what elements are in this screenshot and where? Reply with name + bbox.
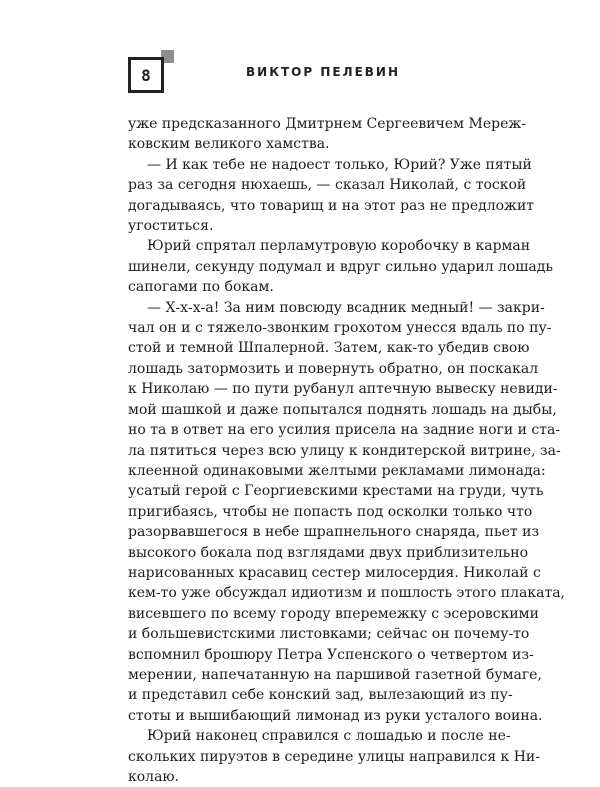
text-line: и большевистскими листовками; сейчас он почему-то [128, 626, 530, 643]
text-line: Юрий спрятал перламутровую коробочку в карман [147, 238, 531, 255]
text-body [128, 114, 565, 787]
text-line: раз за сегодня нюхаешь, — сказал Николай, с тоской [128, 177, 527, 194]
paragraph [128, 298, 565, 727]
text-line: и представил себе конский зад, вылезающий из пу- [128, 687, 513, 704]
text-line: ковским великого хамства. [128, 136, 330, 153]
text-line: — Х-х-х-а! За ним повсюду всадник медный! — закри- [147, 299, 545, 316]
text-line: вспомнил брошюру Петра Успенского о четвертом из- [128, 646, 534, 663]
text-line: кем-то уже обсуждал идиотизм и пошлость этого плаката, [128, 585, 565, 602]
running-title: ВИКТОР ПЕЛЕВИН [246, 65, 400, 79]
paragraph [128, 155, 535, 237]
text-line: клеенной одинаковыми желтыми рекламами лимонада: [128, 462, 546, 479]
text-line: высокого бокала под взглядами двух приблизительно [128, 544, 529, 561]
text-line: — И как тебе не надоест только, Юрий? Уже пятый [147, 156, 532, 173]
text-line: пригибаясь, чтобы не попасть под осколки только что [128, 503, 533, 520]
paragraph [128, 114, 526, 155]
text-line: шинели, секунду подумал и вдруг сильно ударил лошадь [128, 258, 553, 275]
text-line: сапогами по бокам. [128, 279, 274, 296]
text-line: стоты и вышибающий лимонад из руки усталого воина. [128, 707, 543, 724]
text-line: стой и темной Шпалерной. Затем, как-то убедив свою [128, 340, 530, 357]
text-line: к Николаю — по пути рубанул аптечную вывеску невиди- [128, 381, 558, 398]
text-line: разорвавшегося в небе шрапнельного снаряда, пьет из [128, 524, 540, 541]
text-line: догадываясь, что товарищ и на этот раз не предложит [128, 197, 535, 214]
text-line: лошадь затормозить и повернуть обратно, он поскакал [128, 360, 539, 377]
text-line: нарисованных красавиц сестер милосердия. Николай с [128, 564, 541, 581]
text-line: усатый герой с Георгиевскими крестами на груди, чуть [128, 483, 544, 500]
text-line: уже предсказанного Дмитрнем Сергеевичем Мереж- [128, 116, 526, 132]
text-line: угоститься. [128, 218, 214, 235]
paragraph [128, 236, 553, 297]
text-line: чал он и с тяжело-звонким грохотом унесся вдаль по пу- [128, 320, 552, 337]
paragraph [128, 726, 540, 787]
page-number: 8 [128, 57, 164, 93]
text-line: мой шашкой и даже попытался поднять лошадь на дыбы, [128, 401, 557, 418]
text-line: но та в ответ на его усилия присела на задние ноги и ста- [128, 422, 561, 439]
text-line: висевшего по всему городу вперемежку с эсеровскими [128, 605, 539, 622]
text-line: Юрий наконец справился с лошадью и после не- [147, 728, 511, 745]
text-line: скольких пируэтов в середине улицы направился к Ни- [128, 748, 540, 765]
text-line: колаю. [128, 769, 180, 785]
text-line: мерении, напечатанную на паршивой газетной бумаге, [128, 666, 542, 683]
text-line: ла пятиться через всю улицу к кондитерской витрине, за- [128, 442, 561, 459]
